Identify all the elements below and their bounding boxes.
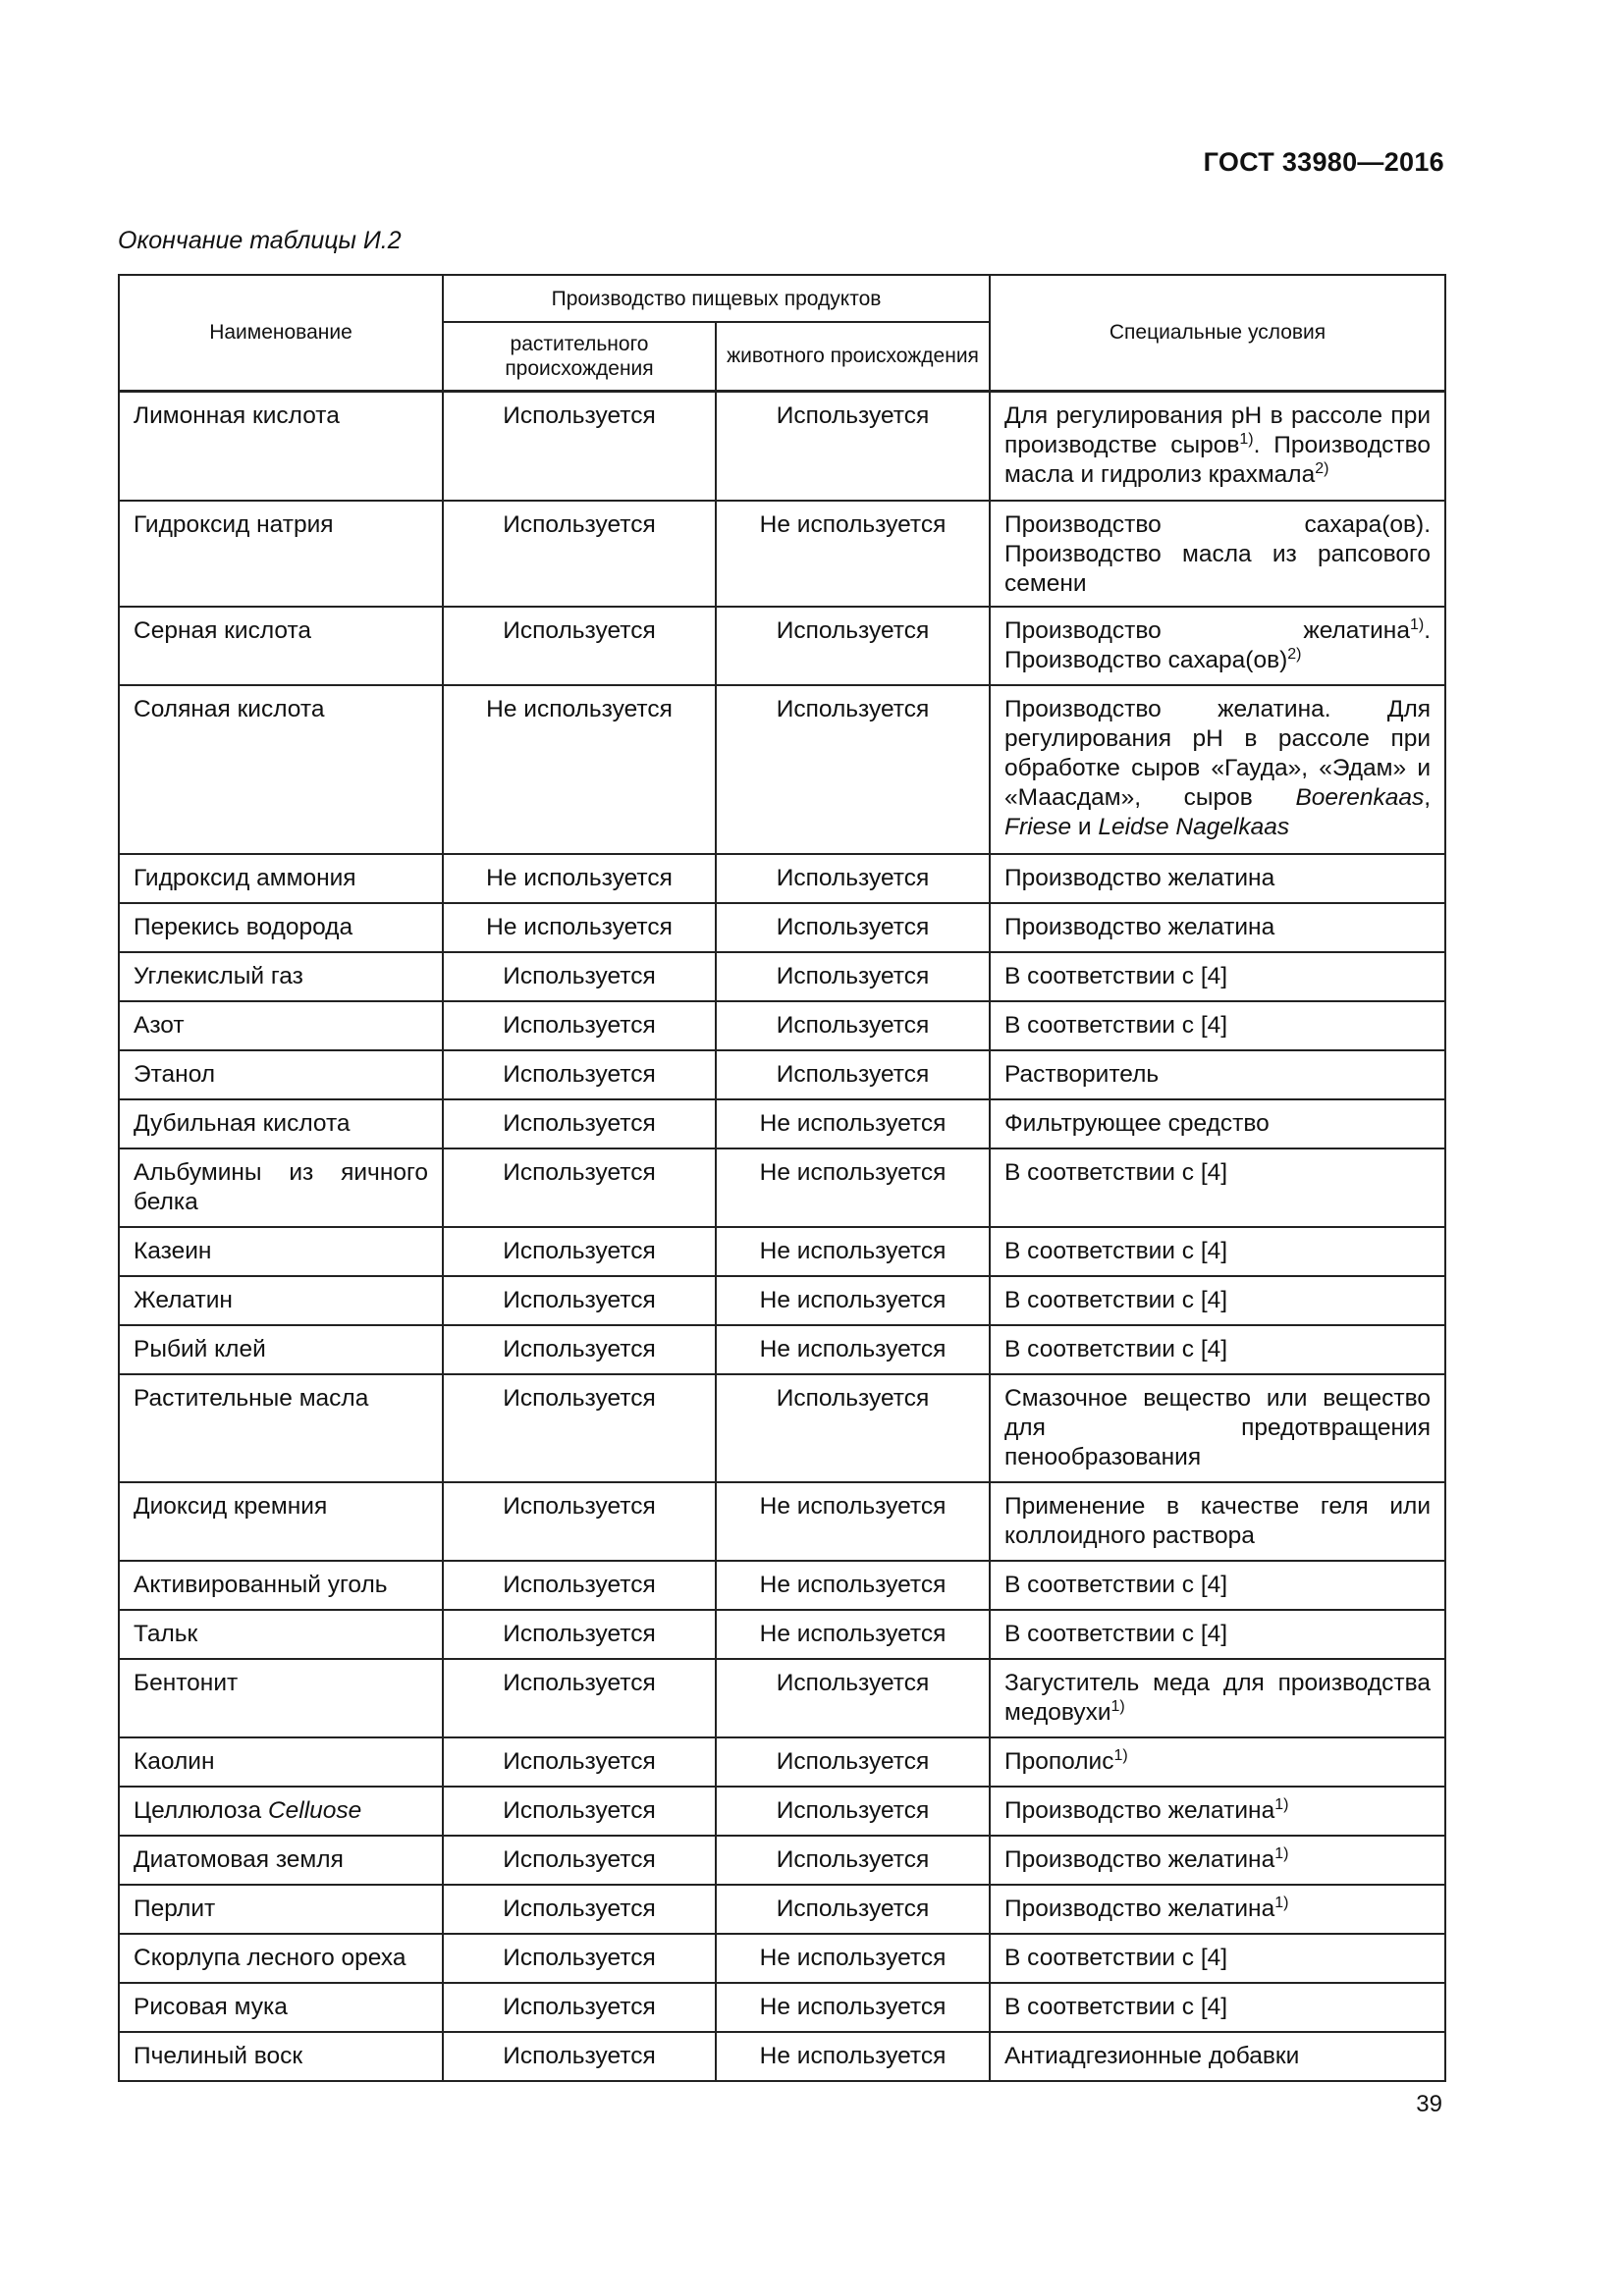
table-row: [119, 952, 1445, 1001]
cell-special-conditions: Смазочное вещество или вещество для предотвращения пенообразования: [990, 1374, 1445, 1482]
cell-name: Этанол: [119, 1050, 443, 1099]
cell-animal-origin: Не используется: [716, 1561, 990, 1610]
cell-special-conditions: Производство желатина. Для регулирования рН в рассоле при обработке сыров «Гауда», «Эдам» и «Маасдам», сыров Boerenkaas, Friese и Leidse Nagelkaas: [990, 685, 1445, 854]
cell-plant-origin: Используется: [443, 2032, 716, 2081]
cell-special-conditions: В соответствии с [4]: [990, 1227, 1445, 1276]
cell-animal-origin: Используется: [716, 1885, 990, 1934]
cell-special-conditions: В соответствии с [4]: [990, 1934, 1445, 1983]
cell-plant-origin: Используется: [443, 1374, 716, 1482]
footnote-ref: 1): [1110, 1697, 1125, 1715]
cell-plant-origin: Используется: [443, 1561, 716, 1610]
cell-special-conditions: Прополис$^{1)}$: [990, 1737, 1445, 1787]
table-row: [119, 1001, 1445, 1050]
header-name: Наименование: [119, 275, 443, 391]
cell-animal-origin: Используется: [716, 854, 990, 903]
cell-name: Желатин: [119, 1276, 443, 1325]
cell-animal-origin: Не используется: [716, 1276, 990, 1325]
cell-animal-origin: Используется: [716, 952, 990, 1001]
cell-special-conditions: Производство желатина$^{1)}$. Производство сахара(ов)$^{2)}$: [990, 607, 1445, 685]
cell-name: Дубильная кислота: [119, 1099, 443, 1148]
cell-plant-origin: Используется: [443, 1276, 716, 1325]
cell-name: Лимонная кислота: [119, 391, 443, 501]
document-number: ГОСТ 33980—2016: [1203, 147, 1444, 177]
table-body: [119, 391, 1445, 2081]
cell-plant-origin: Используется: [443, 1227, 716, 1276]
table-row: [119, 1934, 1445, 1983]
cell-name: Каолин: [119, 1737, 443, 1787]
cell-name: Соляная кислота: [119, 685, 443, 854]
cell-animal-origin: Используется: [716, 903, 990, 952]
cell-plant-origin: Используется: [443, 501, 716, 607]
cell-plant-origin: Используется: [443, 1325, 716, 1374]
cell-name: Гидроксид натрия: [119, 501, 443, 607]
substances-table-container: [118, 274, 1444, 2082]
cell-animal-origin: Не используется: [716, 1227, 990, 1276]
cell-name: Гидроксид аммония: [119, 854, 443, 903]
cell-name: Бентонит: [119, 1659, 443, 1737]
cell-animal-origin: Не используется: [716, 1099, 990, 1148]
cell-special-conditions: В соответствии с [4]: [990, 1001, 1445, 1050]
cell-special-conditions: Фильтрующее средство: [990, 1099, 1445, 1148]
cell-special-conditions: Производство желатина$^{1)}$: [990, 1836, 1445, 1885]
table-row: [119, 1787, 1445, 1836]
header-production-group: Производство пищевых продуктов: [443, 275, 990, 322]
footnote-ref: 2): [1315, 459, 1329, 477]
cell-animal-origin: Используется: [716, 391, 990, 501]
cell-animal-origin: Используется: [716, 1001, 990, 1050]
cell-animal-origin: Используется: [716, 1737, 990, 1787]
footnote-ref: 2): [1287, 645, 1302, 663]
cell-special-conditions: В соответствии с [4]: [990, 1561, 1445, 1610]
cell-plant-origin: Не используется: [443, 854, 716, 903]
cell-plant-origin: Используется: [443, 1983, 716, 2032]
cell-plant-origin: Используется: [443, 1737, 716, 1787]
cell-plant-origin: Используется: [443, 1050, 716, 1099]
table-row: [119, 1482, 1445, 1561]
cell-name: Перлит: [119, 1885, 443, 1934]
table-row: [119, 391, 1445, 501]
cell-name: Рисовая мука: [119, 1983, 443, 2032]
cell-name: Альбумины из яичного белка: [119, 1148, 443, 1227]
page-number: 39: [1416, 2091, 1442, 2117]
footnote-ref: 1): [1409, 615, 1425, 633]
table-row: [119, 1885, 1445, 1934]
table-row: [119, 1737, 1445, 1787]
cell-plant-origin: Используется: [443, 1836, 716, 1885]
cell-animal-origin: Не используется: [716, 2032, 990, 2081]
cell-special-conditions: В соответствии с [4]: [990, 1325, 1445, 1374]
cell-special-conditions: Производство желатина$^{1)}$: [990, 1787, 1445, 1836]
table-row: [119, 1276, 1445, 1325]
cell-name: Растительные масла: [119, 1374, 443, 1482]
footnote-ref: 1): [1274, 1795, 1289, 1813]
cell-animal-origin: Используется: [716, 607, 990, 685]
footnote-ref: 1): [1274, 1844, 1289, 1862]
cell-plant-origin: Используется: [443, 1787, 716, 1836]
header-special-conditions: Специальные условия: [990, 275, 1445, 391]
cell-animal-origin: Не используется: [716, 1482, 990, 1561]
cell-name: Перекись водорода: [119, 903, 443, 952]
cell-name: Активированный уголь: [119, 1561, 443, 1610]
cell-name: Диатомовая земля: [119, 1836, 443, 1885]
table-row: [119, 1325, 1445, 1374]
table-row: [119, 903, 1445, 952]
cell-special-conditions: Для регулирования рН в рассоле при производстве сыров$^{1)}$. Производство масла и гидролиз крахмала$^{2)}$: [990, 391, 1445, 501]
cell-special-conditions: Загуститель меда для производства медовухи$^{1)}$: [990, 1659, 1445, 1737]
substances-table: [118, 274, 1446, 2082]
table-row: [119, 1610, 1445, 1659]
cell-special-conditions: В соответствии с [4]: [990, 1983, 1445, 2032]
cell-plant-origin: Используется: [443, 1934, 716, 1983]
cell-animal-origin: Не используется: [716, 1934, 990, 1983]
cell-name: Азот: [119, 1001, 443, 1050]
table-row: [119, 2032, 1445, 2081]
cell-special-conditions: В соответствии с [4]: [990, 1276, 1445, 1325]
cell-animal-origin: Используется: [716, 1659, 990, 1737]
cell-name: Диоксид кремния: [119, 1482, 443, 1561]
header-animal-origin: животного происхождения: [716, 322, 990, 391]
cell-special-conditions: В соответствии с [4]: [990, 1148, 1445, 1227]
table-row: [119, 1227, 1445, 1276]
cell-special-conditions: Антиадгезионные добавки: [990, 2032, 1445, 2081]
table-row: [119, 854, 1445, 903]
table-row: [119, 1374, 1445, 1482]
header-plant-origin: растительного происхождения: [443, 322, 716, 391]
cell-special-conditions: Производство желатина: [990, 854, 1445, 903]
cell-animal-origin: Не используется: [716, 501, 990, 607]
cell-animal-origin: Не используется: [716, 1325, 990, 1374]
cell-plant-origin: Используется: [443, 1001, 716, 1050]
table-row: [119, 1050, 1445, 1099]
cell-special-conditions: В соответствии с [4]: [990, 1610, 1445, 1659]
cell-name: Серная кислота: [119, 607, 443, 685]
table-row: [119, 685, 1445, 854]
cell-name: Пчелиный воск: [119, 2032, 443, 2081]
cell-animal-origin: Используется: [716, 685, 990, 854]
footnote-ref: 1): [1239, 430, 1254, 448]
cell-special-conditions: Производство сахара(ов). Производство масла из рапсового семени: [990, 501, 1445, 607]
cell-name: Скорлупа лесного ореха: [119, 1934, 443, 1983]
cell-name: Рыбий клей: [119, 1325, 443, 1374]
table-row: [119, 1983, 1445, 2032]
cell-animal-origin: Не используется: [716, 1610, 990, 1659]
cell-animal-origin: Используется: [716, 1787, 990, 1836]
table-row: [119, 1836, 1445, 1885]
cell-special-conditions: Растворитель: [990, 1050, 1445, 1099]
footnote-ref: 1): [1274, 1894, 1289, 1911]
footnote-ref: 1): [1113, 1746, 1128, 1764]
table-caption: Окончание таблицы И.2: [118, 227, 402, 254]
cell-plant-origin: Используется: [443, 1610, 716, 1659]
cell-special-conditions: Производство желатина: [990, 903, 1445, 952]
cell-plant-origin: Используется: [443, 952, 716, 1001]
table-row: [119, 1659, 1445, 1737]
cell-animal-origin: Не используется: [716, 1148, 990, 1227]
cell-animal-origin: Используется: [716, 1836, 990, 1885]
cell-name: Тальк: [119, 1610, 443, 1659]
table-row: [119, 1148, 1445, 1227]
cell-plant-origin: Не используется: [443, 685, 716, 854]
cell-animal-origin: Используется: [716, 1050, 990, 1099]
cell-plant-origin: Используется: [443, 1885, 716, 1934]
table-row: [119, 1561, 1445, 1610]
cell-name: Казеин: [119, 1227, 443, 1276]
cell-animal-origin: Не используется: [716, 1983, 990, 2032]
cell-plant-origin: Используется: [443, 1148, 716, 1227]
cell-special-conditions: Применение в качестве геля или коллоидного раствора: [990, 1482, 1445, 1561]
cell-name: Целлюлоза Celluose: [119, 1787, 443, 1836]
cell-plant-origin: Не используется: [443, 903, 716, 952]
cell-special-conditions: Производство желатина$^{1)}$: [990, 1885, 1445, 1934]
table-row: [119, 501, 1445, 607]
table-row: [119, 1099, 1445, 1148]
cell-plant-origin: Используется: [443, 1482, 716, 1561]
cell-name: Углекислый газ: [119, 952, 443, 1001]
cell-plant-origin: Используется: [443, 1099, 716, 1148]
table-row: [119, 607, 1445, 685]
cell-special-conditions: В соответствии с [4]: [990, 952, 1445, 1001]
cell-plant-origin: Используется: [443, 1659, 716, 1737]
cell-plant-origin: Используется: [443, 391, 716, 501]
cell-animal-origin: Используется: [716, 1374, 990, 1482]
cell-plant-origin: Используется: [443, 607, 716, 685]
